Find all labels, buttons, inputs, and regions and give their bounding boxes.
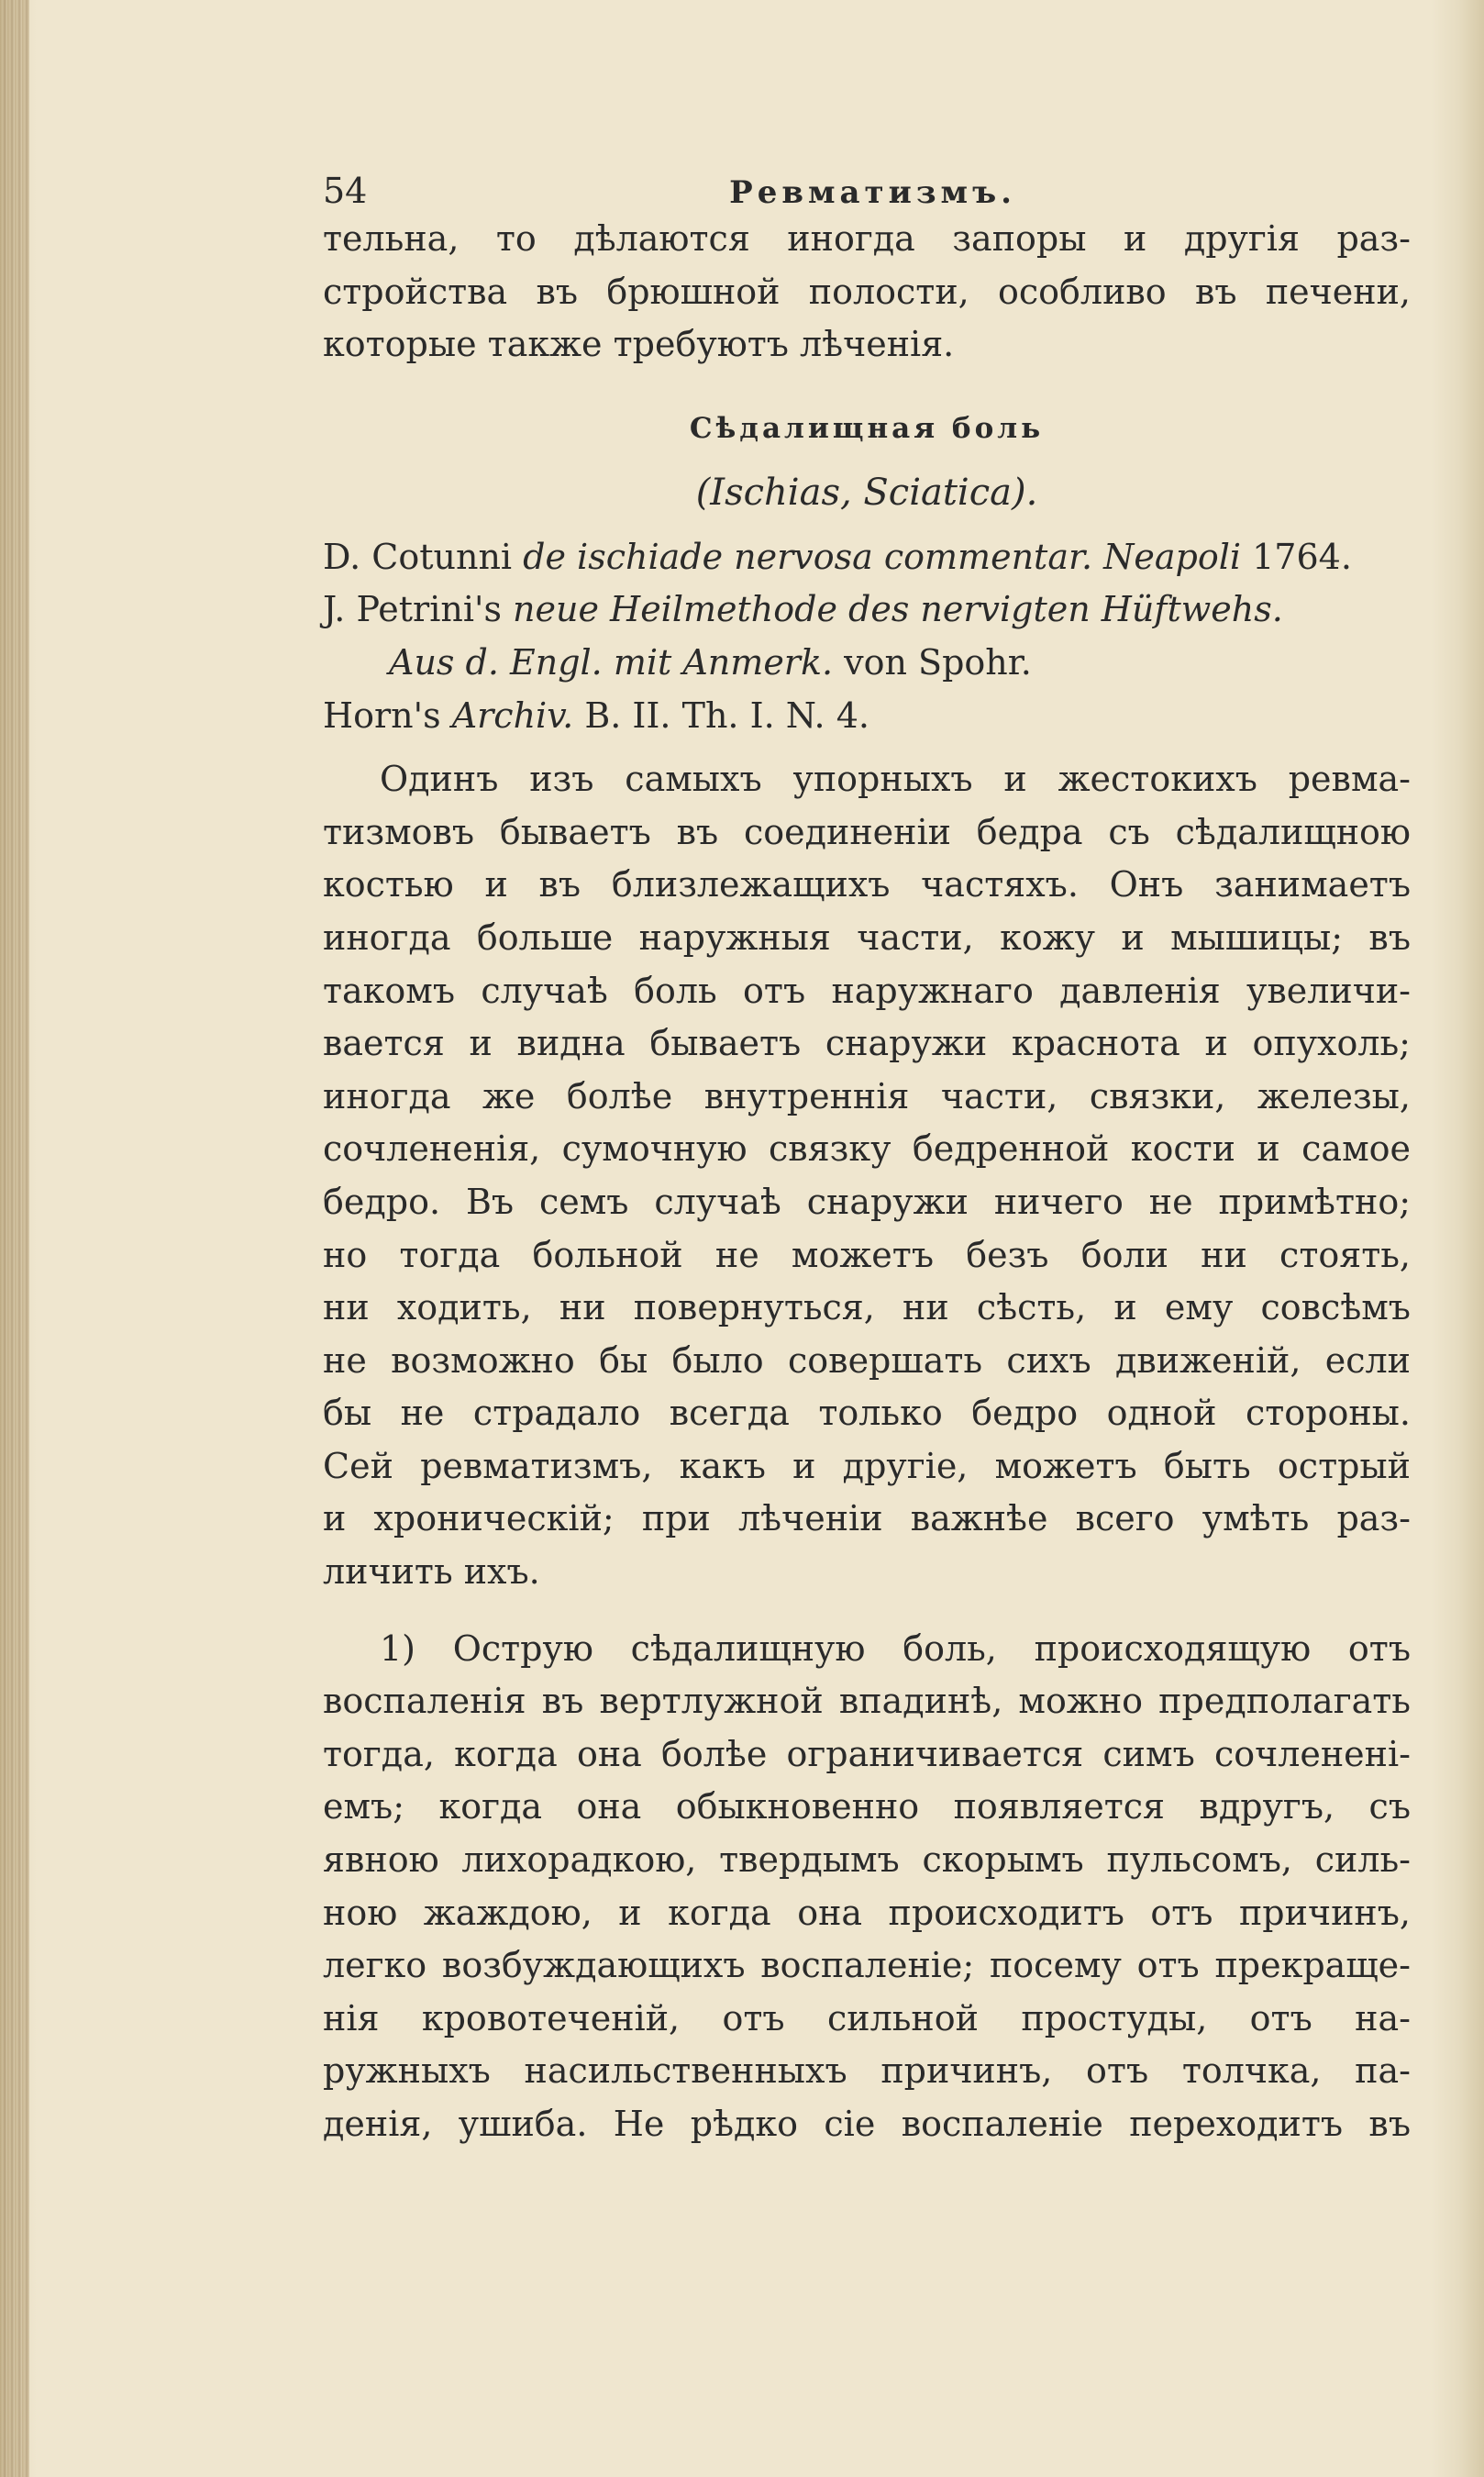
text-line: иногда больше наружныя части, кожу и мышицы; въ	[323, 916, 1411, 958]
text-line: ни ходить, ни повернуться, ни сѣсть, и ему совсѣмъ	[323, 1287, 1411, 1328]
reference-item	[323, 583, 1411, 637]
text-line: нія кровотеченій, отъ сильной простуды, отъ на-	[323, 1997, 1411, 2038]
text-line: личить ихъ.	[323, 1551, 540, 1593]
text-line: Сей ревматизмъ, какъ и другіе, можетъ быть острый	[323, 1445, 1411, 1486]
text-line: ружныхъ насильственныхъ причинъ, отъ толчка, па-	[323, 2050, 1411, 2092]
text-line: вается и видна бываетъ снаружи краснота и опухоль;	[323, 1023, 1411, 1064]
ref-author: D. Cotunni	[323, 536, 524, 577]
references	[323, 531, 1411, 742]
text-line: бы не страдало всегда только бедро одной стороны.	[323, 1393, 1411, 1434]
text-line: которые также требуютъ лѣченія.	[323, 324, 955, 365]
page-header	[323, 165, 1411, 211]
text-line: явною лихорадкою, твердымъ скорымъ пульсомъ, силь-	[323, 1839, 1411, 1881]
reference-item	[323, 637, 1411, 690]
text-line: 1) Острую сѣдалищную боль, происходящую отъ	[380, 1627, 1411, 1669]
ref-year: 1764.	[1241, 536, 1352, 577]
text-line: денія, ушиба. Не рѣдко сіе воспаленіе переходитъ въ	[323, 2104, 1411, 2144]
running-title: Ревматизмъ.	[729, 174, 1016, 211]
text-line: стройства въ брюшной полости, особливо въ печени,	[323, 271, 1411, 312]
text-line: сочлененія, сумочную связку бедренной кости и самое	[323, 1128, 1411, 1170]
ref-title: de ischiade nervosa commentar. Neapoli	[523, 536, 1242, 577]
text-block	[323, 165, 1411, 2151]
ref-volume: B. II. Th. I. N. 4.	[573, 694, 869, 736]
text-line: иногда же болѣе внутреннія части, связки, железы,	[323, 1075, 1411, 1116]
ref-title: Archiv.	[451, 694, 574, 736]
ref-author: J. Petrini's	[323, 589, 514, 630]
book-spine	[0, 0, 29, 2477]
text-line: бедро. Въ семъ случаѣ снаружи ничего не примѣтно;	[323, 1181, 1411, 1222]
paragraph-2	[323, 1623, 1411, 2151]
text-line: и хроническій; при лѣченіи важнѣе всего умѣть раз-	[323, 1498, 1411, 1539]
text-line: Одинъ изъ самыхъ упорныхъ и жестокихъ ревма-	[380, 759, 1411, 800]
text-line: тизмовъ бываетъ въ соединеніи бедра съ сѣдалищною	[323, 811, 1411, 852]
text-line: легко возбуждающихъ воспаленіе; посему отъ прекраще-	[323, 1945, 1411, 1986]
text-line: ною жаждою, и когда она происходитъ отъ причинъ,	[323, 1892, 1411, 1933]
ref-title: Aus d. Engl. mit Anmerk.	[389, 641, 834, 683]
ref-translator: von Spohr.	[833, 641, 1032, 683]
text-line: не возможно бы было совершать сихъ движеній, если	[323, 1339, 1411, 1381]
reference-item	[323, 690, 1411, 743]
text-line: воспаленія въ вертлужной впадинѣ, можно предполагать	[323, 1681, 1411, 1722]
text-line: такомъ случаѣ боль отъ наружнаго давленія увеличи-	[323, 970, 1411, 1011]
text-line: тельна, то дѣлаются иногда запоры и другія раз-	[323, 218, 1411, 259]
section-title: Сѣдалищная боль	[689, 411, 1045, 445]
text-line: но тогда больной не можетъ безъ боли ни стоять,	[323, 1234, 1411, 1275]
intro-text	[323, 213, 1411, 372]
text-line: тогда, когда она болѣе ограничивается симъ сочлененi-	[323, 1733, 1411, 1774]
text-line: емъ; когда она обыкновенно появляется вдругъ, съ	[323, 1786, 1411, 1827]
ref-author: Horn's	[323, 694, 452, 736]
section-subtitle: (Ischias, Sciatica).	[695, 471, 1038, 514]
page-number: 54	[323, 171, 368, 211]
ref-title: neue Heilmethode des nervigten Hüftwehs.	[513, 589, 1283, 630]
text-line: костью и въ близлежащихъ частяхъ. Онъ занимаетъ	[323, 864, 1411, 905]
paragraph-1	[323, 753, 1411, 1599]
reference-item	[323, 531, 1411, 584]
